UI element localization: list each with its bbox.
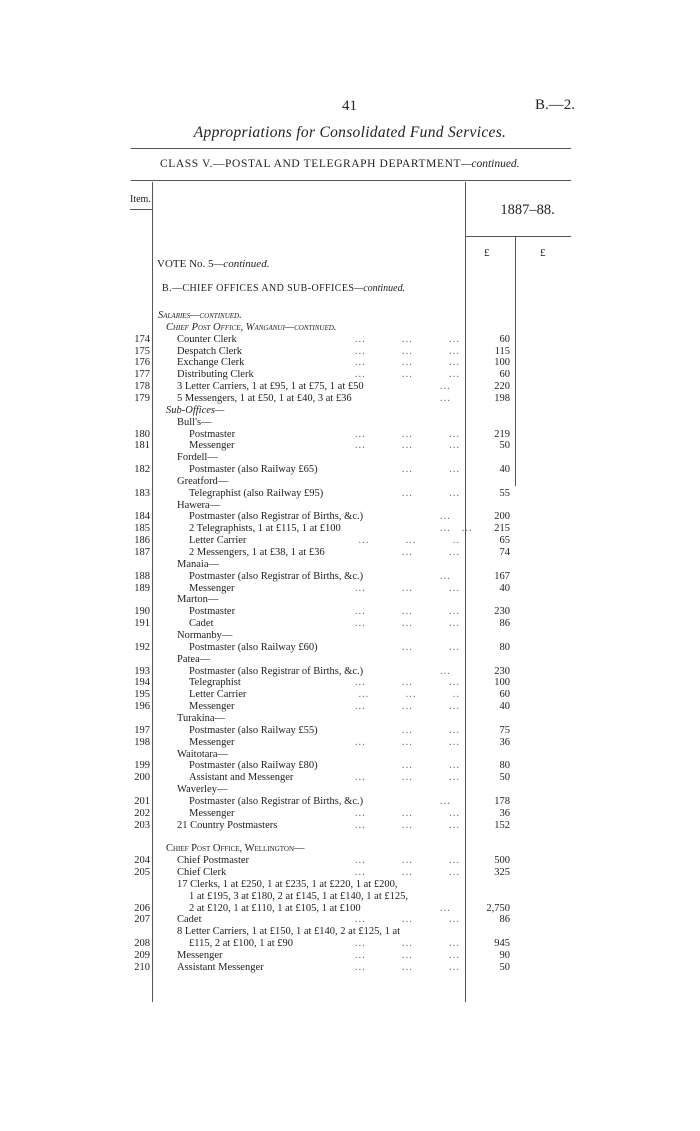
- table-row: [0, 559, 560, 571]
- leader-dots: ... ... ...: [354, 369, 460, 381]
- item-amount: 80: [499, 641, 510, 653]
- item-number: 200: [134, 772, 150, 784]
- item-number: 178: [134, 381, 150, 393]
- item-number: 184: [134, 511, 150, 523]
- item-description: Marton—: [177, 594, 219, 606]
- section-heading: [162, 283, 405, 294]
- item-number: 193: [134, 665, 150, 677]
- item-description: Assistant Messenger: [177, 961, 264, 973]
- table-row: [0, 429, 560, 441]
- item-description: Distributing Clerk: [177, 369, 254, 381]
- item-description: Fordell—: [177, 452, 218, 464]
- item-description: Messenger: [189, 582, 235, 594]
- leader-dots: ... ...: [440, 523, 473, 535]
- item-number: 179: [134, 392, 150, 404]
- table-row: [0, 452, 560, 464]
- item-description: Cadet: [189, 618, 214, 630]
- leader-dots: ...: [440, 570, 451, 582]
- table-row: [0, 488, 560, 500]
- item-amount: 230: [494, 606, 510, 618]
- vote-cont: —continued.: [213, 258, 270, 270]
- item-amount: 2,750: [486, 902, 510, 914]
- item-amount: 80: [499, 760, 510, 772]
- item-number: 205: [134, 866, 150, 878]
- table-row: [0, 511, 560, 523]
- item-description: 1 at £195, 3 at £180, 2 at £145, 1 at £140, 1 at £125,: [189, 890, 409, 902]
- item-amount: 40: [499, 464, 510, 475]
- table-row: [0, 476, 560, 488]
- item-amount: 74: [499, 547, 510, 558]
- item-description: 2 Messengers, 1 at £38, 1 at £36: [189, 547, 325, 558]
- item-description: Counter Clerk: [177, 333, 237, 345]
- item-amount: 152: [494, 819, 510, 831]
- item-number: 190: [134, 606, 150, 618]
- vote-label: VOTE No. 5: [157, 258, 214, 270]
- leader-dots: ... ... ...: [354, 677, 460, 689]
- year-column-header: 1887–88.: [500, 202, 555, 218]
- item-header-underline: [130, 209, 152, 210]
- table-row: [0, 701, 560, 713]
- item-description: Postmaster (also Railway £55): [189, 724, 318, 736]
- item-amount: 90: [499, 949, 510, 961]
- class-heading: [160, 158, 520, 170]
- leader-dots: ... ... ...: [354, 855, 460, 867]
- section-label: B.—CHIEF OFFICES AND SUB-OFFICES: [162, 283, 355, 294]
- leader-dots: ...: [440, 795, 451, 807]
- leader-dots: ... ... ...: [354, 819, 460, 831]
- item-amount: 215: [494, 523, 510, 535]
- leader-dots: ... ... ...: [354, 949, 460, 961]
- item-number: 189: [134, 582, 150, 594]
- item-amount: 100: [494, 357, 510, 369]
- section-cont: —continued.: [354, 283, 406, 294]
- leader-dots: ... ... ...: [354, 582, 460, 594]
- item-description: Chief Clerk: [177, 866, 227, 878]
- item-number: 174: [134, 333, 150, 345]
- item-description: Letter Carrier: [189, 689, 247, 701]
- item-amount: 50: [499, 961, 510, 973]
- item-amount: 60: [499, 369, 510, 381]
- table-row: [0, 464, 560, 476]
- leader-dots: ... ... ...: [354, 440, 460, 452]
- item-description: Postmaster (also Railway £80): [189, 760, 318, 772]
- item-description: Postmaster (also Registrar of Births, &c.): [189, 795, 364, 807]
- leader-dots: ... ... ...: [354, 736, 460, 748]
- item-amount: 55: [499, 487, 510, 499]
- item-number: 204: [134, 855, 150, 867]
- item-number: 197: [134, 724, 150, 736]
- leader-dots: ... ... ..: [358, 689, 460, 701]
- table-row: [0, 583, 560, 595]
- item-description: Waverley—: [177, 784, 228, 795]
- item-description: 17 Clerks, 1 at £250, 1 at £235, 1 at £220, 1 at £200,: [177, 878, 398, 890]
- item-amount: 40: [499, 701, 510, 712]
- leader-dots: ... ...: [402, 464, 460, 475]
- item-amount: 230: [494, 665, 510, 677]
- item-number: 182: [134, 464, 150, 475]
- table-row: [0, 310, 560, 322]
- table-row: [0, 618, 560, 630]
- leader-dots: ... ... ...: [354, 772, 460, 784]
- item-number: 209: [134, 949, 150, 961]
- leader-dots: ... ... ...: [354, 333, 460, 345]
- leader-dots: ... ...: [402, 487, 460, 499]
- table-row: [0, 547, 560, 559]
- item-amount: 115: [494, 345, 510, 357]
- table-row: [0, 630, 560, 642]
- leader-dots: ... ... ...: [354, 807, 460, 819]
- item-description: Messenger: [189, 807, 235, 819]
- table-row: [0, 654, 560, 666]
- item-number: 187: [134, 547, 150, 558]
- item-description: Waitotara—: [177, 748, 229, 760]
- class-heading-label: CLASS V.—POSTAL AND TELEGRAPH DEPARTMENT: [160, 158, 462, 170]
- item-number: 194: [134, 677, 150, 689]
- item-amount: 219: [494, 428, 510, 440]
- item-description: Patea—: [177, 653, 211, 665]
- item-description: 2 at £120, 1 at £110, 1 at £105, 1 at £100: [189, 902, 361, 914]
- item-amount: 100: [494, 677, 510, 689]
- item-amount: 60: [499, 333, 510, 345]
- item-amount: 60: [499, 689, 510, 701]
- leader-dots: ... ... ...: [354, 606, 460, 618]
- item-column-header: Item.: [130, 194, 151, 205]
- page-title: Appropriations for Consolidated Fund Services.: [193, 124, 507, 141]
- item-description: Cadet: [177, 914, 202, 926]
- leader-dots: ...: [440, 392, 451, 404]
- item-description: 3 Letter Carriers, 1 at £95, 1 at £75, 1 at £50: [177, 381, 364, 393]
- table-row: [0, 903, 560, 915]
- item-amount: 86: [499, 914, 510, 926]
- table-row: [0, 831, 560, 843]
- item-description: Manaia—: [177, 558, 219, 570]
- item-number: 183: [134, 487, 150, 499]
- item-description: Messenger: [189, 440, 235, 452]
- item-number: 203: [134, 819, 150, 831]
- leader-dots: ... ... ...: [354, 357, 460, 369]
- item-number: 206: [134, 902, 150, 914]
- item-number: 186: [134, 535, 150, 547]
- table-row: [0, 938, 560, 950]
- leader-dots: ... ... ...: [354, 866, 460, 878]
- table-row: [0, 891, 560, 903]
- table-row: [0, 523, 560, 535]
- leader-dots: ... ...: [402, 760, 460, 772]
- item-number: 199: [134, 760, 150, 772]
- leader-dots: ...: [440, 511, 451, 523]
- currency-label-1: £: [484, 247, 490, 259]
- item-description: Messenger: [177, 949, 223, 961]
- table-row: [0, 855, 560, 867]
- table-row: [0, 381, 560, 393]
- item-number: 195: [134, 689, 150, 701]
- page-number: 41: [342, 98, 357, 114]
- item-description: Postmaster (also Railway £60): [189, 641, 318, 653]
- leader-dots: ... ... ...: [354, 938, 460, 949]
- leader-dots: ... ... ...: [354, 961, 460, 973]
- leader-dots: ... ...: [402, 641, 460, 653]
- leader-dots: ...: [440, 902, 451, 914]
- table-row: [0, 962, 560, 974]
- rule-under-title: [131, 148, 571, 149]
- table-row: [0, 440, 560, 452]
- leader-dots: ... ... ..: [358, 535, 460, 547]
- item-number: 185: [134, 523, 150, 535]
- table-row: [0, 796, 560, 808]
- item-description: Messenger: [189, 701, 235, 712]
- table-row: [0, 914, 560, 926]
- item-description: Bull's—: [177, 416, 212, 428]
- item-number: 210: [134, 961, 150, 973]
- item-amount: 945: [494, 938, 510, 949]
- item-description: Postmaster: [189, 428, 236, 440]
- item-description: Salaries—continued.: [158, 310, 242, 321]
- table-row: [0, 843, 560, 855]
- item-amount: 75: [499, 724, 510, 736]
- class-heading-cont: —continued.: [461, 158, 520, 170]
- table-row: [0, 677, 560, 689]
- table-row: [0, 642, 560, 654]
- item-amount: 50: [499, 440, 510, 452]
- item-description: Postmaster (also Registrar of Births, &c.): [189, 570, 364, 582]
- item-amount: 65: [499, 535, 510, 547]
- item-description: Chief Post Office, Wellington—: [166, 843, 305, 855]
- document-reference: B.—2.: [535, 97, 576, 113]
- table-row: [0, 500, 560, 512]
- item-amount: 200: [494, 511, 510, 523]
- item-description: Postmaster (also Registrar of Births, &c.): [189, 665, 364, 677]
- table-row: [0, 689, 560, 701]
- item-amount: 167: [494, 570, 510, 582]
- table-row: [0, 784, 560, 796]
- item-description: 8 Letter Carriers, 1 at £150, 1 at £140, 2 at £125, 1 at: [177, 926, 401, 938]
- item-number: 207: [134, 914, 150, 926]
- item-amount: 500: [494, 855, 510, 867]
- item-description: Normanby—: [177, 630, 233, 641]
- item-amount: 325: [494, 866, 510, 878]
- table-row: [0, 405, 560, 417]
- leader-dots: ... ...: [402, 724, 460, 736]
- table-row: [0, 772, 560, 784]
- table-row: [0, 713, 560, 725]
- table-row: [0, 808, 560, 820]
- table-row: [0, 606, 560, 618]
- table-row: [0, 322, 560, 334]
- table-row: [0, 950, 560, 962]
- vote-heading: [157, 258, 269, 270]
- item-description: Hawera—: [177, 499, 221, 511]
- item-number: 181: [134, 440, 150, 452]
- table-row: [0, 666, 560, 678]
- item-description: Chief Post Office, Wanganui—continued.: [166, 321, 337, 333]
- item-description: Telegraphist: [189, 677, 241, 689]
- item-description: 21 Country Postmasters: [177, 819, 278, 831]
- table-row: [0, 369, 560, 381]
- table-row: [0, 737, 560, 749]
- table-row: [0, 334, 560, 346]
- table-row: [0, 393, 560, 405]
- table-row: [0, 417, 560, 429]
- leader-dots: ... ... ...: [354, 618, 460, 630]
- item-amount: 40: [499, 582, 510, 594]
- table-row: [0, 571, 560, 583]
- table-row: [0, 749, 560, 761]
- item-description: Greatford—: [177, 475, 229, 487]
- table-row: [0, 725, 560, 737]
- item-number: 180: [134, 428, 150, 440]
- item-amount: 220: [494, 381, 510, 393]
- leader-dots: ...: [440, 381, 451, 393]
- leader-dots: ... ... ...: [354, 914, 460, 926]
- item-description: Telegraphist (also Railway £95): [189, 487, 324, 499]
- item-number: 208: [134, 938, 150, 949]
- leader-dots: ... ... ...: [354, 428, 460, 440]
- table-row: [0, 346, 560, 358]
- table-row: [0, 760, 560, 772]
- year-header-underline: [465, 236, 571, 237]
- leader-dots: ... ... ...: [354, 345, 460, 357]
- item-number: 201: [134, 795, 150, 807]
- item-description: Chief Postmaster: [177, 855, 250, 867]
- item-number: 175: [134, 345, 150, 357]
- item-amount: 36: [499, 736, 510, 748]
- item-description: Exchange Clerk: [177, 357, 245, 369]
- item-description: 2 Telegraphists, 1 at £115, 1 at £100: [189, 523, 341, 535]
- leader-dots: ... ...: [402, 547, 460, 558]
- currency-label-2: £: [540, 247, 546, 259]
- table-row: [0, 867, 560, 879]
- item-amount: 36: [499, 807, 510, 819]
- item-number: 196: [134, 701, 150, 712]
- leader-dots: ... ... ...: [354, 701, 460, 712]
- item-amount: 198: [494, 392, 510, 404]
- table-row: [0, 357, 560, 369]
- item-number: 177: [134, 369, 150, 381]
- table-row: [0, 926, 560, 938]
- table-row: [0, 820, 560, 832]
- item-amount: 178: [494, 795, 510, 807]
- item-number: 202: [134, 807, 150, 819]
- item-description: Assistant and Messenger: [189, 772, 294, 784]
- item-description: Postmaster (also Registrar of Births, &c.): [189, 511, 364, 523]
- item-description: Despatch Clerk: [177, 345, 243, 357]
- table-row: [0, 594, 560, 606]
- item-description: Sub-Offices—: [166, 404, 225, 416]
- item-description: £115, 2 at £100, 1 at £90: [189, 938, 294, 949]
- item-description: Letter Carrier: [189, 535, 247, 547]
- item-description: Postmaster (also Railway £65): [189, 464, 318, 475]
- table-row: [0, 879, 560, 891]
- leader-dots: ...: [440, 665, 451, 677]
- rule-under-class: [131, 180, 571, 181]
- item-description: 5 Messengers, 1 at £50, 1 at £40, 3 at £36: [177, 392, 352, 404]
- item-number: 191: [134, 618, 150, 630]
- item-number: 198: [134, 736, 150, 748]
- item-number: 192: [134, 641, 150, 653]
- item-number: 188: [134, 570, 150, 582]
- item-amount: 50: [499, 772, 510, 784]
- item-amount: 86: [499, 618, 510, 630]
- item-number: 176: [134, 357, 150, 369]
- table-row: [0, 535, 560, 547]
- item-description: Turakina—: [177, 712, 226, 724]
- item-description: Messenger: [189, 736, 235, 748]
- item-description: Postmaster: [189, 606, 236, 618]
